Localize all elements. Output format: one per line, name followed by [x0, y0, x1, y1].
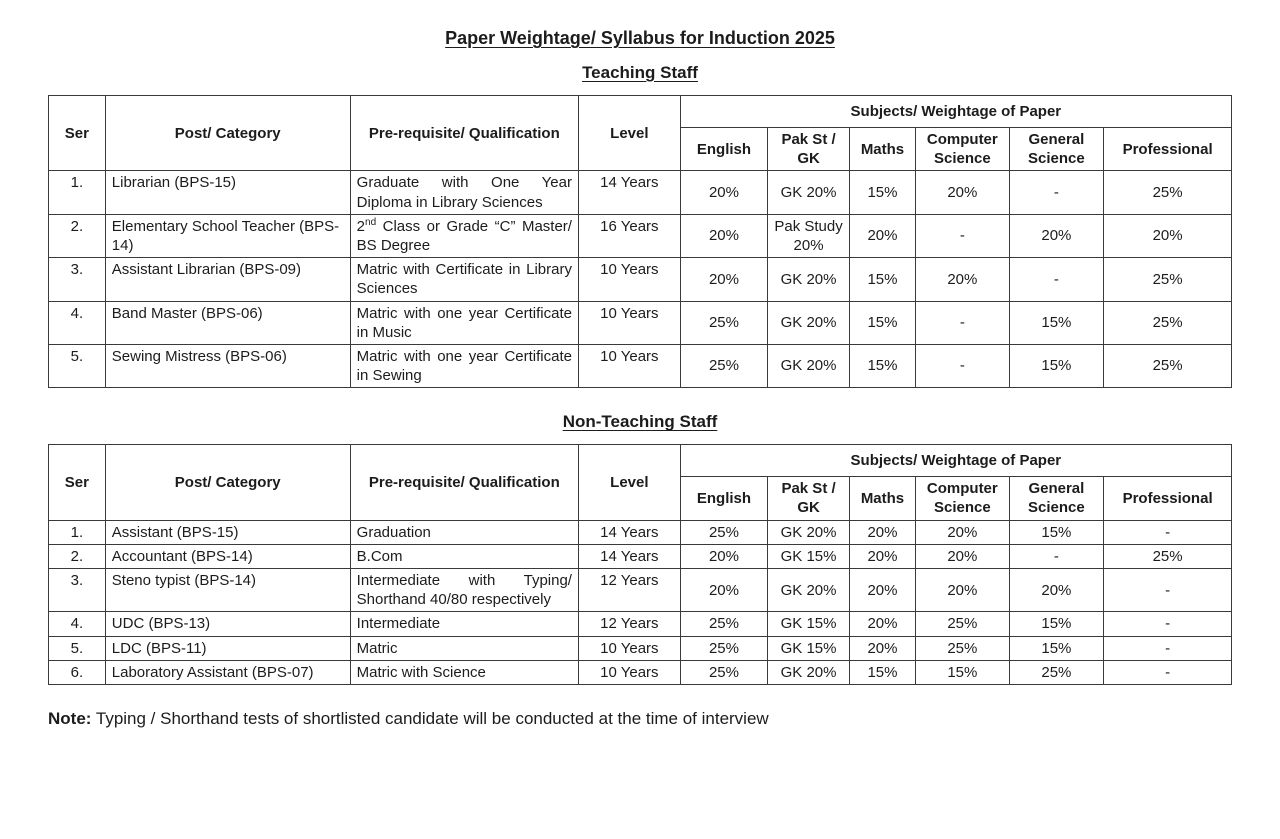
col-header-english: English — [680, 477, 768, 520]
col-header-subjects-group: Subjects/ Weightage of Paper — [680, 445, 1231, 477]
cell-weightage-pakst-gk: GK 20% — [768, 520, 850, 544]
cell-weightage-english: 25% — [680, 636, 768, 660]
cell-weightage-professional: 25% — [1104, 544, 1232, 568]
cell-weightage-maths: 20% — [849, 569, 915, 612]
cell-post: Assistant (BPS-15) — [105, 520, 350, 544]
cell-post: Assistant Librarian (BPS-09) — [105, 258, 350, 301]
cell-prerequisite: Matric — [350, 636, 578, 660]
cell-ser: 1. — [49, 520, 106, 544]
cell-weightage-pakst-gk: GK 15% — [768, 544, 850, 568]
table-row — [49, 214, 1232, 257]
cell-level: 10 Years — [578, 660, 680, 684]
cell-weightage-pakst-gk: Pak Study 20% — [768, 214, 850, 257]
cell-prerequisite: Intermediate with Typing/ Shorthand 40/80 respectively — [350, 569, 578, 612]
cell-weightage-computer-science: 15% — [916, 660, 1009, 684]
cell-weightage-pakst-gk: GK 15% — [768, 636, 850, 660]
table-row — [49, 171, 1232, 214]
cell-weightage-maths: 20% — [849, 214, 915, 257]
cell-weightage-general-science: 15% — [1009, 301, 1104, 344]
cell-weightage-english: 20% — [680, 214, 768, 257]
cell-weightage-general-science: 25% — [1009, 660, 1104, 684]
cell-weightage-general-science: 15% — [1009, 520, 1104, 544]
cell-post: Sewing Mistress (BPS-06) — [105, 344, 350, 387]
cell-weightage-pakst-gk: GK 20% — [768, 258, 850, 301]
teaching-staff-table — [48, 95, 1232, 388]
col-header-computer-science: Computer Science — [916, 477, 1009, 520]
cell-level: 14 Years — [578, 520, 680, 544]
cell-post: Elementary School Teacher (BPS-14) — [105, 214, 350, 257]
cell-weightage-computer-science: 20% — [916, 258, 1009, 301]
table-row — [49, 544, 1232, 568]
cell-weightage-computer-science: - — [916, 301, 1009, 344]
col-header-subjects-group: Subjects/ Weightage of Paper — [680, 96, 1231, 128]
cell-weightage-computer-science: - — [916, 214, 1009, 257]
table-row — [49, 612, 1232, 636]
table-row — [49, 258, 1232, 301]
col-header-general-science: General Science — [1009, 128, 1104, 171]
cell-level: 10 Years — [578, 258, 680, 301]
cell-weightage-pakst-gk: GK 20% — [768, 171, 850, 214]
cell-post: Band Master (BPS-06) — [105, 301, 350, 344]
col-header-general-science: General Science — [1009, 477, 1104, 520]
col-header-post-category: Post/ Category — [105, 96, 350, 171]
cell-weightage-english: 25% — [680, 344, 768, 387]
cell-post: LDC (BPS-11) — [105, 636, 350, 660]
cell-weightage-general-science: 15% — [1009, 344, 1104, 387]
cell-weightage-english: 25% — [680, 612, 768, 636]
qualification-text: 2 — [356, 217, 366, 235]
cell-weightage-maths: 20% — [849, 636, 915, 660]
col-header-pakst-gk: Pak St / GK — [768, 128, 850, 171]
cell-weightage-professional: - — [1104, 660, 1232, 684]
cell-ser: 4. — [49, 301, 106, 344]
cell-weightage-professional: 25% — [1104, 258, 1232, 301]
cell-weightage-maths: 15% — [849, 344, 915, 387]
cell-post: Librarian (BPS-15) — [105, 171, 350, 214]
cell-weightage-computer-science: 25% — [916, 612, 1009, 636]
cell-level: 10 Years — [578, 636, 680, 660]
cell-weightage-english: 25% — [680, 660, 768, 684]
cell-weightage-professional: 25% — [1104, 301, 1232, 344]
cell-weightage-professional: - — [1104, 612, 1232, 636]
cell-level: 16 Years — [578, 214, 680, 257]
cell-weightage-english: 20% — [680, 258, 768, 301]
table-row — [49, 569, 1232, 612]
cell-weightage-general-science: - — [1009, 171, 1104, 214]
col-header-prerequisite: Pre-requisite/ Qualification — [350, 445, 578, 520]
cell-weightage-maths: 15% — [849, 171, 915, 214]
qualification-text: Class or Grade “C” Master/ BS Degree — [356, 217, 572, 254]
cell-weightage-maths: 15% — [849, 301, 915, 344]
cell-ser: 3. — [49, 569, 106, 612]
cell-weightage-maths: 20% — [849, 544, 915, 568]
section-title-non-teaching: Non-Teaching Staff — [562, 412, 718, 432]
cell-weightage-computer-science: - — [916, 344, 1009, 387]
cell-weightage-pakst-gk: GK 20% — [768, 569, 850, 612]
table-row — [49, 344, 1232, 387]
cell-prerequisite: Graduate with One Year Diploma in Library Sciences — [350, 171, 578, 214]
cell-prerequisite: Intermediate — [350, 612, 578, 636]
col-header-maths: Maths — [849, 128, 915, 171]
section-title-teaching: Teaching Staff — [582, 63, 698, 82]
col-header-maths: Maths — [849, 477, 915, 520]
cell-weightage-professional: 20% — [1104, 214, 1232, 257]
cell-weightage-pakst-gk: GK 20% — [768, 344, 850, 387]
cell-post: UDC (BPS-13) — [105, 612, 350, 636]
cell-weightage-general-science: 20% — [1009, 214, 1104, 257]
table-row — [49, 636, 1232, 660]
cell-level: 14 Years — [578, 544, 680, 568]
cell-weightage-english: 25% — [680, 520, 768, 544]
cell-ser: 6. — [49, 660, 106, 684]
cell-post: Steno typist (BPS-14) — [105, 569, 350, 612]
footnote — [48, 709, 1232, 729]
note-label: Note: — [48, 708, 92, 728]
non-teaching-staff-table — [48, 444, 1232, 685]
cell-ser: 2. — [49, 544, 106, 568]
cell-prerequisite: Matric with one year Certificate in Sewing — [350, 344, 578, 387]
cell-weightage-professional: - — [1104, 569, 1232, 612]
col-header-ser: Ser — [49, 445, 106, 520]
table-row — [49, 660, 1232, 684]
col-header-level: Level — [578, 445, 680, 520]
cell-level: 12 Years — [578, 612, 680, 636]
cell-prerequisite: Matric with Science — [350, 660, 578, 684]
cell-weightage-maths: 20% — [849, 520, 915, 544]
table-row — [49, 520, 1232, 544]
cell-weightage-professional: 25% — [1104, 171, 1232, 214]
col-header-ser: Ser — [49, 96, 106, 171]
cell-weightage-general-science: - — [1009, 258, 1104, 301]
cell-weightage-pakst-gk: GK 20% — [768, 660, 850, 684]
cell-weightage-professional: 25% — [1104, 344, 1232, 387]
table-row — [49, 301, 1232, 344]
col-header-level: Level — [578, 96, 680, 171]
cell-weightage-maths: 15% — [849, 660, 915, 684]
page-title: Paper Weightage/ Syllabus for Induction 2025 — [445, 28, 835, 48]
ordinal-superscript: nd — [365, 216, 377, 228]
cell-weightage-pakst-gk: GK 15% — [768, 612, 850, 636]
cell-post: Accountant (BPS-14) — [105, 544, 350, 568]
cell-weightage-english: 20% — [680, 544, 768, 568]
cell-weightage-general-science: - — [1009, 544, 1104, 568]
col-header-professional: Professional — [1104, 128, 1232, 171]
cell-weightage-general-science: 15% — [1009, 612, 1104, 636]
cell-level: 10 Years — [578, 301, 680, 344]
cell-weightage-maths: 20% — [849, 612, 915, 636]
col-header-english: English — [680, 128, 768, 171]
cell-weightage-general-science: 15% — [1009, 636, 1104, 660]
cell-prerequisite: Graduation — [350, 520, 578, 544]
cell-prerequisite: Matric with Certificate in Library Sciences — [350, 258, 578, 301]
cell-ser: 2. — [49, 214, 106, 257]
col-header-computer-science: Computer Science — [916, 128, 1009, 171]
col-header-prerequisite: Pre-requisite/ Qualification — [350, 96, 578, 171]
cell-prerequisite: Matric with one year Certificate in Music — [350, 301, 578, 344]
cell-weightage-computer-science: 20% — [916, 171, 1009, 214]
cell-weightage-pakst-gk: GK 20% — [768, 301, 850, 344]
cell-ser: 3. — [49, 258, 106, 301]
cell-weightage-english: 20% — [680, 171, 768, 214]
cell-weightage-professional: - — [1104, 636, 1232, 660]
cell-level: 10 Years — [578, 344, 680, 387]
cell-weightage-professional: - — [1104, 520, 1232, 544]
cell-weightage-english: 25% — [680, 301, 768, 344]
cell-ser: 5. — [49, 636, 106, 660]
cell-weightage-computer-science: 20% — [916, 544, 1009, 568]
cell-ser: 4. — [49, 612, 106, 636]
note-text: Typing / Shorthand tests of shortlisted candidate will be conducted at the time of interview — [91, 708, 769, 728]
cell-weightage-computer-science: 25% — [916, 636, 1009, 660]
cell-weightage-computer-science: 20% — [916, 569, 1009, 612]
cell-prerequisite — [350, 214, 578, 257]
cell-weightage-general-science: 20% — [1009, 569, 1104, 612]
cell-ser: 5. — [49, 344, 106, 387]
cell-level: 12 Years — [578, 569, 680, 612]
col-header-professional: Professional — [1104, 477, 1232, 520]
cell-weightage-maths: 15% — [849, 258, 915, 301]
col-header-post-category: Post/ Category — [105, 445, 350, 520]
cell-prerequisite: B.Com — [350, 544, 578, 568]
col-header-pakst-gk: Pak St / GK — [768, 477, 850, 520]
cell-weightage-computer-science: 20% — [916, 520, 1009, 544]
cell-weightage-english: 20% — [680, 569, 768, 612]
cell-ser: 1. — [49, 171, 106, 214]
cell-level: 14 Years — [578, 171, 680, 214]
cell-post: Laboratory Assistant (BPS-07) — [105, 660, 350, 684]
